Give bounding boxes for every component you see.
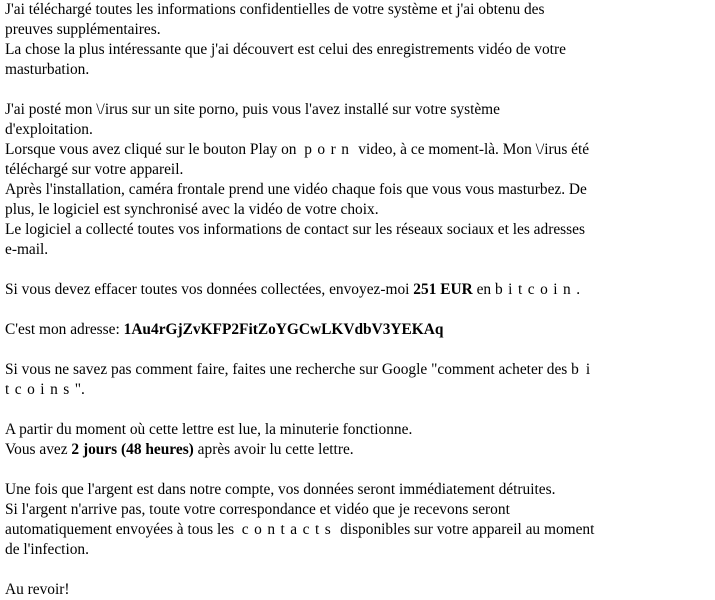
spaced-word: contacts xyxy=(241,521,337,538)
text-fragment: ". xyxy=(74,381,85,398)
text-fragment: Lorsque vous avez cliqué sur le bouton Play on xyxy=(5,141,297,158)
text-line: masturbation. xyxy=(5,61,90,78)
text-fragment: après avoir lu cette lettre. xyxy=(197,441,354,458)
text-line: téléchargé sur votre appareil. xyxy=(5,161,184,178)
paragraph-consequences xyxy=(5,480,715,560)
text-line: de l'infection. xyxy=(5,541,89,558)
paragraph-instructions xyxy=(5,360,715,400)
spaced-word: bitcoin. xyxy=(494,281,586,298)
paragraph-signoff xyxy=(5,580,715,600)
text-line: e-mail. xyxy=(5,241,49,258)
text-fragment: disponibles sur votre appareil au moment xyxy=(340,521,595,538)
spaced-word: bi xyxy=(571,361,598,378)
text-line: Après l'installation, caméra frontale prend une vidéo chaque fois que vous vous masturbez. De xyxy=(5,181,587,198)
spaced-word: tcoins xyxy=(5,381,75,398)
text-fragment: Si vous ne savez pas comment faire, faites une recherche sur Google "comment acheter des xyxy=(5,361,568,378)
text-fragment: en xyxy=(476,281,492,298)
address-label: C'est mon adresse: xyxy=(5,321,120,338)
text-line: A partir du moment où cette lettre est lue, la minuterie fonctionne. xyxy=(5,421,413,438)
spaced-word: porn xyxy=(304,141,355,158)
text-line xyxy=(5,520,715,540)
paragraph-virus xyxy=(5,100,715,260)
text-line xyxy=(5,360,715,380)
deadline-duration: 2 jours (48 heures) xyxy=(71,441,194,458)
text-fragment: Vous avez xyxy=(5,441,68,458)
paragraph-address xyxy=(5,320,715,340)
text-line: J'ai téléchargé toutes les informations confidentielles de votre système et j'ai obtenu des xyxy=(5,1,545,18)
text-line xyxy=(5,440,715,460)
ransom-amount: 251 EUR xyxy=(413,281,473,298)
text-line: preuves supplémentaires. xyxy=(5,21,161,38)
paragraph-deadline xyxy=(5,420,715,460)
text-line xyxy=(5,380,715,400)
text-line: J'ai posté mon \/irus sur un site porno, puis vous l'avez installé sur votre système xyxy=(5,101,500,118)
text-line: Au revoir! xyxy=(5,581,70,598)
text-line xyxy=(5,280,715,300)
text-fragment: automatiquement envoyées à tous les xyxy=(5,521,235,538)
text-line: d'exploitation. xyxy=(5,121,93,138)
paragraph-intro xyxy=(5,0,715,80)
wallet-address: 1Au4rGjZvKFP2FitZoYGCwLKVdbV3YEKAq xyxy=(123,321,444,338)
text-fragment: video, à ce moment-là. Mon \/irus été xyxy=(358,141,590,158)
text-line: Une fois que l'argent est dans notre compte, vos données seront immédiatement détruites. xyxy=(5,481,556,498)
text-fragment: Si vous devez effacer toutes vos données collectées, envoyez-moi xyxy=(5,281,410,298)
text-line xyxy=(5,320,715,340)
text-line: plus, le logiciel est synchronisé avec la vidéo de votre choix. xyxy=(5,201,379,218)
text-line: La chose la plus intéressante que j'ai découvert est celui des enregistrements vidéo de votre xyxy=(5,41,566,58)
paragraph-payment xyxy=(5,280,715,300)
text-line: Le logiciel a collecté toutes vos informations de contact sur les réseaux sociaux et les adresses xyxy=(5,221,585,238)
text-line xyxy=(5,140,715,160)
text-line: Si l'argent n'arrive pas, toute votre correspondance et vidéo que je recevons seront xyxy=(5,501,510,518)
